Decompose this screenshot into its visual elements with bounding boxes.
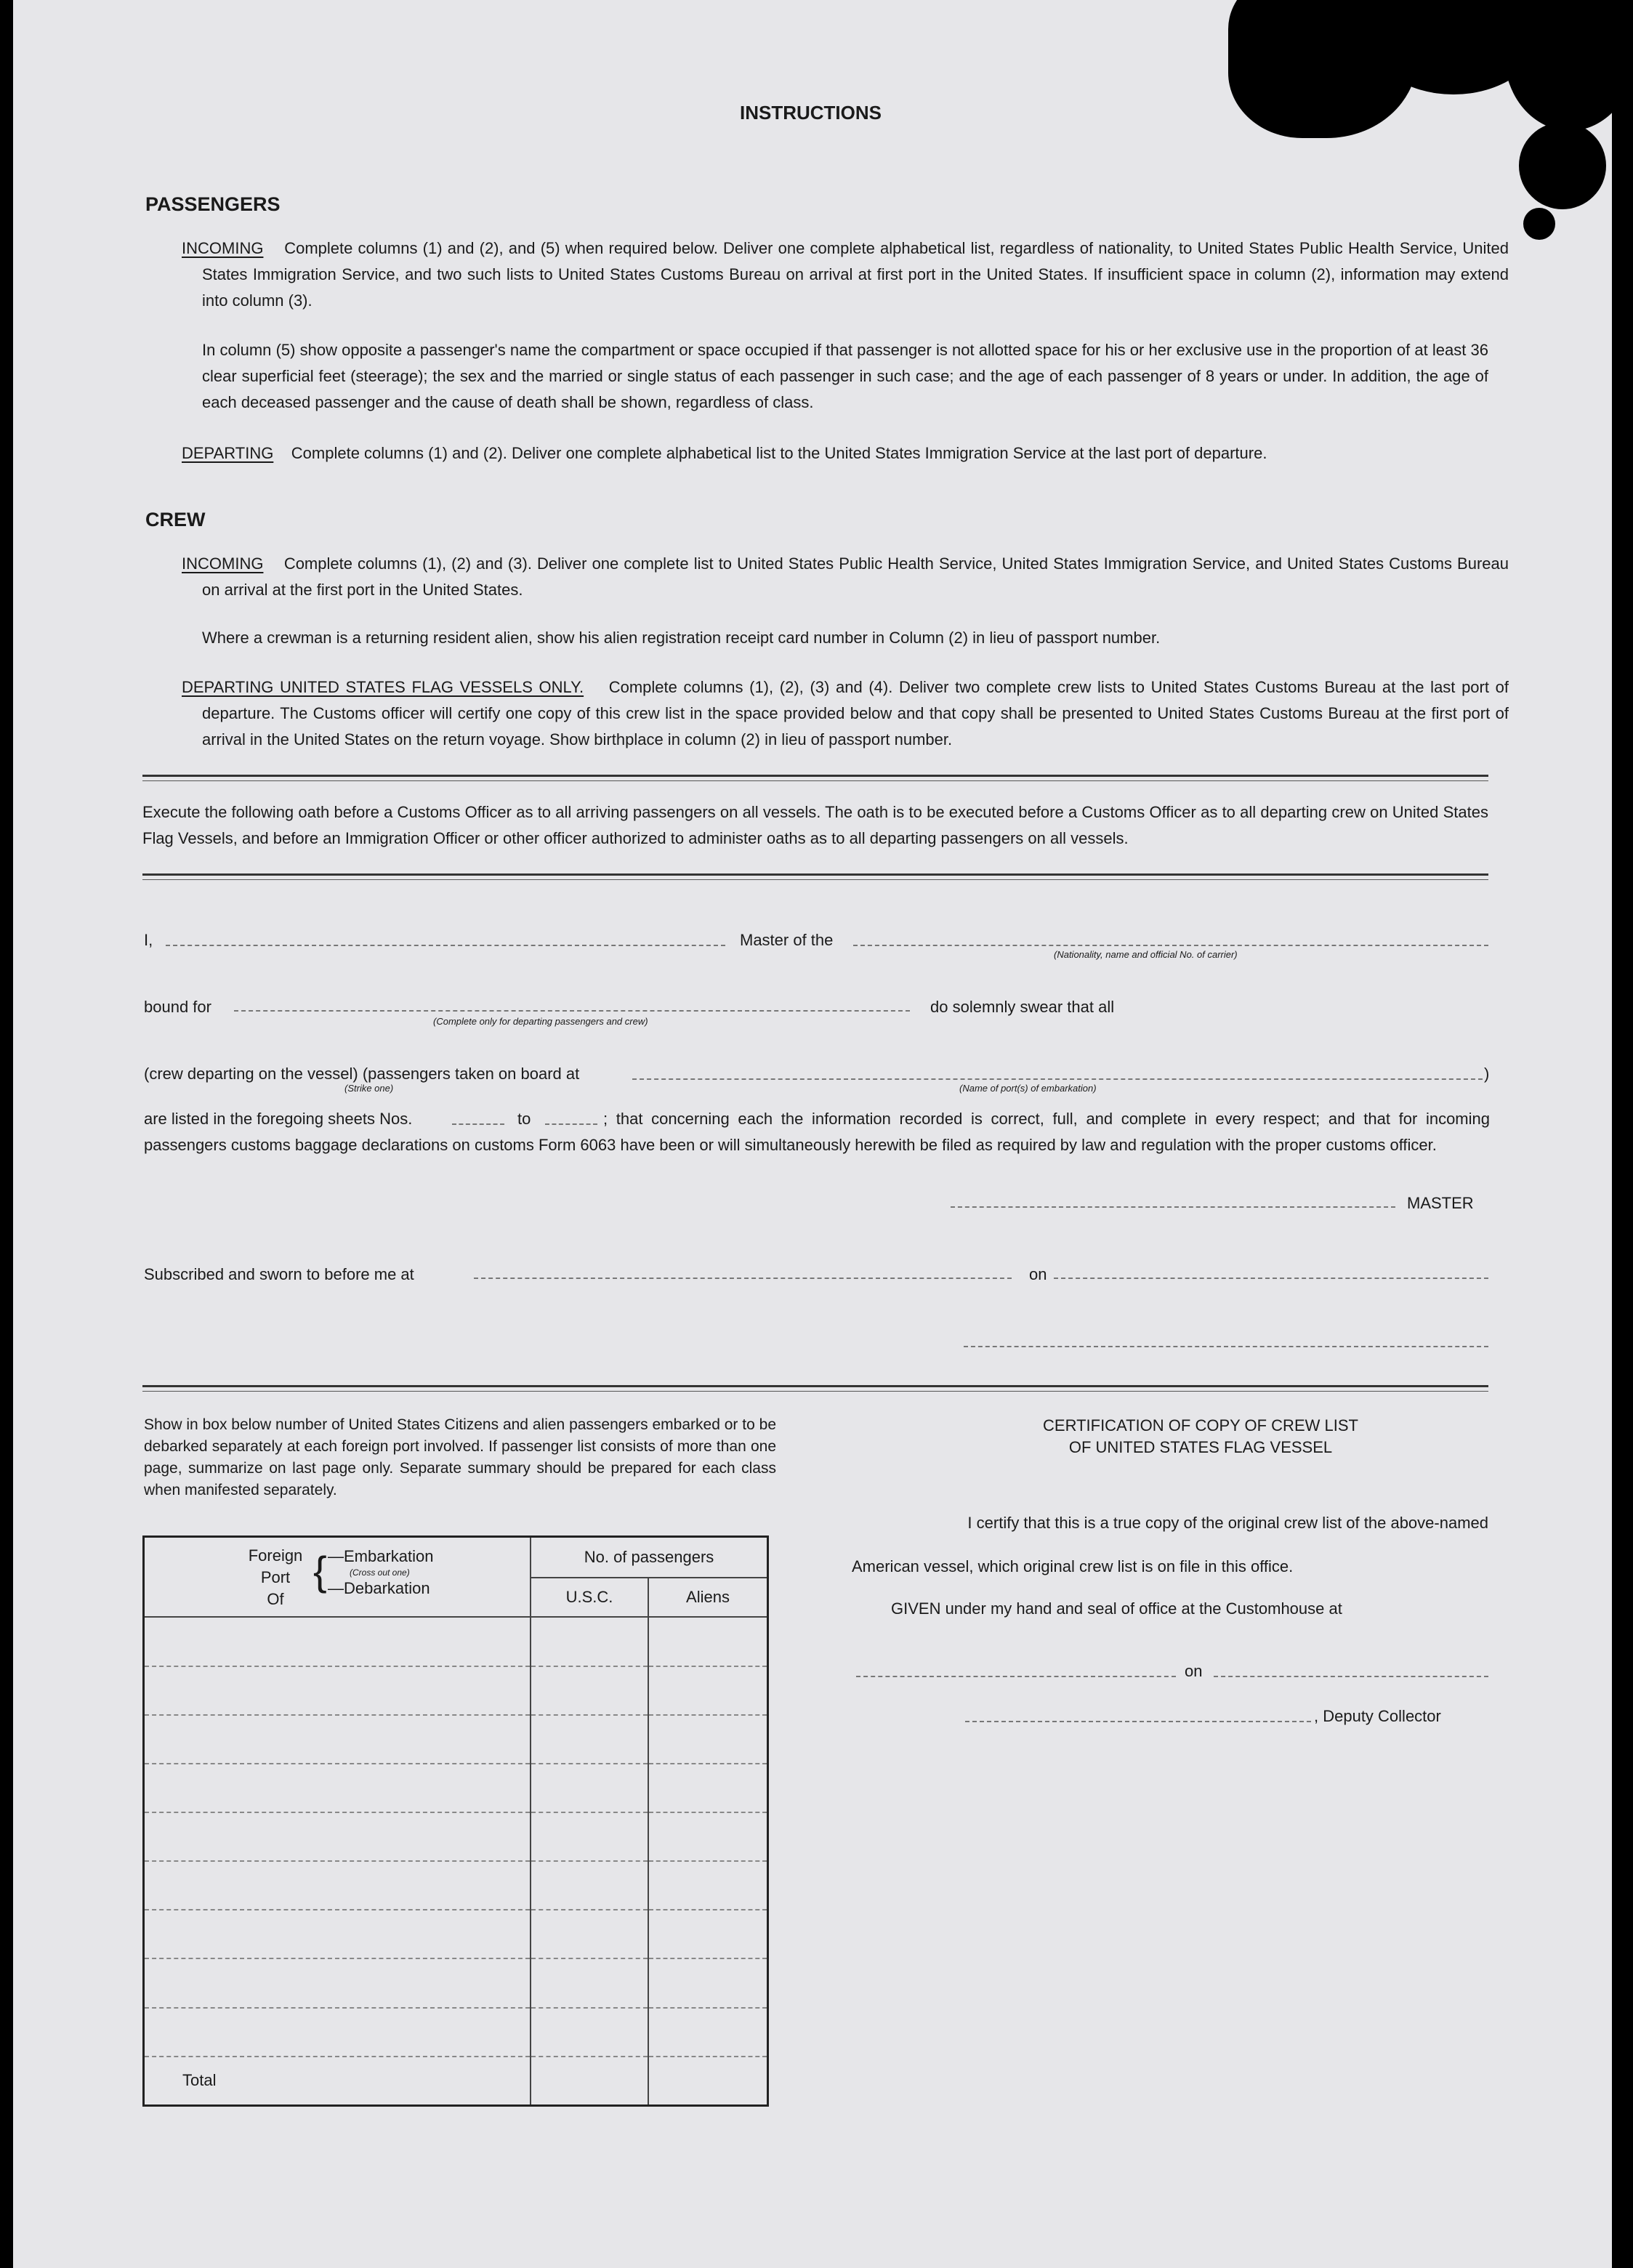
customhouse-field[interactable]	[856, 1676, 1176, 1677]
debarkation-label: —Debarkation	[328, 1579, 430, 1597]
master-of-label: Master of the	[740, 931, 834, 949]
embarkation-label: —Embarkation	[328, 1547, 434, 1565]
table-row	[144, 1715, 768, 1764]
divider	[142, 873, 1488, 876]
table-row	[144, 1764, 768, 1812]
cert-on-label: on	[1185, 1662, 1203, 1680]
bound-for-label: bound for	[144, 998, 211, 1016]
divider	[142, 1385, 1488, 1387]
bound-for-field[interactable]	[234, 1010, 910, 1012]
carrier-field[interactable]	[853, 945, 1488, 946]
passengers-incoming-label: INCOMING	[182, 239, 264, 257]
crew-incoming-label: INCOMING	[182, 554, 264, 573]
passengers-incoming-text: Complete columns (1) and (2), and (5) when required below. Deliver one complete alphabetical list, regardless of nationality, to United States Public Health Service, United States Immigration Service, and two such lists to United States Customs Bureau on arrival at first port in the United States. If insufficient space in column (2), information may extend into column (3).	[202, 239, 1509, 310]
master-signature-field[interactable]	[951, 1206, 1395, 1208]
col-foreign: Foreign	[248, 1546, 303, 1565]
total-usc-cell[interactable]	[531, 2057, 648, 2106]
aliens-header: Aliens	[648, 1578, 768, 1617]
table-row	[144, 1666, 768, 1715]
divider	[142, 1391, 1488, 1392]
given-text: GIVEN under my hand and seal of office at the Customhouse at	[891, 1599, 1342, 1618]
crew-departing-label: (crew departing on the vessel) (passengers taken on board at	[144, 1065, 580, 1083]
total-label: Total	[144, 2057, 531, 2106]
page-title: INSTRUCTIONS	[740, 102, 882, 124]
table-row	[144, 1910, 768, 1958]
sheets-label: are listed in the foregoing sheets Nos.	[144, 1110, 413, 1128]
divider	[142, 775, 1488, 777]
table-row	[144, 1812, 768, 1861]
embarkation-port-field[interactable]	[632, 1078, 1483, 1080]
summary-instructions: Show in box below number of United States Citizens and alien passengers embarked or to be debarked separately at each foreign port involved. If passenger list consists of more than one page, summarize on last page only. Separate summary should be prepared for each class when manifested separately.	[144, 1416, 776, 1498]
brace-icon: {	[313, 1548, 327, 1594]
cert-date-field[interactable]	[1214, 1676, 1488, 1677]
sworn-date-field[interactable]	[1054, 1278, 1488, 1279]
column5-paragraph: In column (5) show opposite a passenger's name the compartment or space occupied if that passenger is not allotted space for his or her exclusive use in the proportion of at least 36 clear superficial feet (steerage); the sex and the married or single status of each passenger in such case; and the age of each passenger of 8 years or under. In addition, the age of each deceased passenger and the cause of death shall be shown, regardless of class.	[202, 341, 1488, 411]
table-row	[144, 1958, 768, 2007]
crew-departing-text: Complete columns (1), (2), (3) and (4). Deliver two complete crew lists to United States Customs Bureau at the last port of departure. The Customs officer will certify one copy of this crew list in the space provided below and that copy shall be presented to United States Customs Bureau at the first port of arrival in the United States on the return voyage. Show birthplace in column (2) in lieu of passport number.	[202, 678, 1509, 748]
deputy-collector-field[interactable]	[965, 1721, 1311, 1722]
certification-title-line2: OF UNITED STATES FLAG VESSEL	[1068, 1438, 1333, 1456]
passengers-heading: PASSENGERS	[145, 193, 281, 215]
form-sheet	[13, 0, 1612, 2268]
no-passengers-header: No. of passengers	[531, 1537, 768, 1578]
crew-departing-paragraph	[182, 674, 1509, 753]
oath-intro: Execute the following oath before a Customs Officer as to all arriving passengers on all vessels. The oath is to be executed before a Customs Officer as to all departing crew on United States Flag Vessels, and before an Immigration Officer or other officer authorized to administer oaths as to all departing passengers on all vessels.	[142, 803, 1488, 847]
usc-header: U.S.C.	[531, 1578, 648, 1617]
torn-corner	[1519, 122, 1606, 209]
port-header-cell	[144, 1537, 531, 1618]
close-paren: )	[1484, 1065, 1490, 1083]
table-row	[144, 1617, 768, 1666]
strike-note: (Strike one)	[344, 1083, 394, 1094]
divider	[142, 780, 1488, 781]
table-row	[144, 2008, 768, 2057]
complete-note: (Complete only for departing passengers and crew)	[433, 1016, 648, 1027]
divider	[142, 879, 1488, 880]
total-aliens-cell[interactable]	[648, 2057, 768, 2106]
passengers-departing-label: DEPARTING	[182, 444, 274, 462]
crew-departing-label: DEPARTING UNITED STATES FLAG VESSELS ONLY.	[182, 678, 584, 696]
embarkation-note: (Name of port(s) of embarkation)	[959, 1083, 1097, 1094]
passenger-summary-table	[142, 1535, 769, 2107]
crew-incoming-paragraph	[182, 551, 1509, 603]
oath-text: ; that concerning each the information recorded is correct, full, and complete in every respect; and that for incoming passengers customs baggage declarations on customs Form 6063 have been or will simultaneously herewith be filed as required by law and regulation with the proper customs officer.	[144, 1110, 1490, 1154]
passengers-departing-paragraph	[182, 440, 1488, 467]
table-row	[144, 1861, 768, 1910]
crew-resident-paragraph: Where a crewman is a returning resident alien, show his alien registration receipt card number in Column (2) in lieu of passport number.	[202, 629, 1161, 647]
sworn-place-field[interactable]	[474, 1278, 1012, 1279]
subscribed-label: Subscribed and sworn to before me at	[144, 1265, 414, 1283]
torn-corner	[1523, 208, 1555, 240]
deputy-collector-label: , Deputy Collector	[1314, 1707, 1441, 1725]
crew-heading: CREW	[145, 509, 206, 530]
nationality-note: (Nationality, name and official No. of carrier)	[1054, 949, 1238, 960]
certify-line1: I certify that this is a true copy of the original crew list of the above-named	[967, 1514, 1488, 1532]
cross-out-note: (Cross out one)	[350, 1567, 410, 1578]
passengers-departing-text: Complete columns (1) and (2). Deliver one complete alphabetical list to the United States Immigration Service at the last port of departure.	[291, 444, 1267, 462]
crew-incoming-text: Complete columns (1), (2) and (3). Deliver one complete list to United States Public Health Service, United States Immigration Service, and United States Customs Bureau on arrival at the first port in the United States.	[202, 554, 1509, 599]
oath-i-label: I,	[144, 931, 153, 949]
swear-label: do solemnly swear that all	[930, 998, 1115, 1016]
total-row	[144, 2057, 768, 2106]
col-of: Of	[267, 1590, 284, 1608]
master-label: MASTER	[1407, 1194, 1474, 1212]
certify-line2: American vessel, which original crew list is on file in this office.	[852, 1557, 1294, 1575]
officer-signature-field[interactable]	[964, 1346, 1488, 1347]
master-name-field[interactable]	[166, 945, 725, 946]
certification-title-line1: CERTIFICATION OF COPY OF CREW LIST	[1043, 1416, 1358, 1434]
to-label: to	[517, 1110, 531, 1128]
col-port: Port	[260, 1568, 291, 1586]
passengers-incoming-paragraph	[182, 235, 1509, 314]
sworn-on-label: on	[1029, 1265, 1047, 1283]
